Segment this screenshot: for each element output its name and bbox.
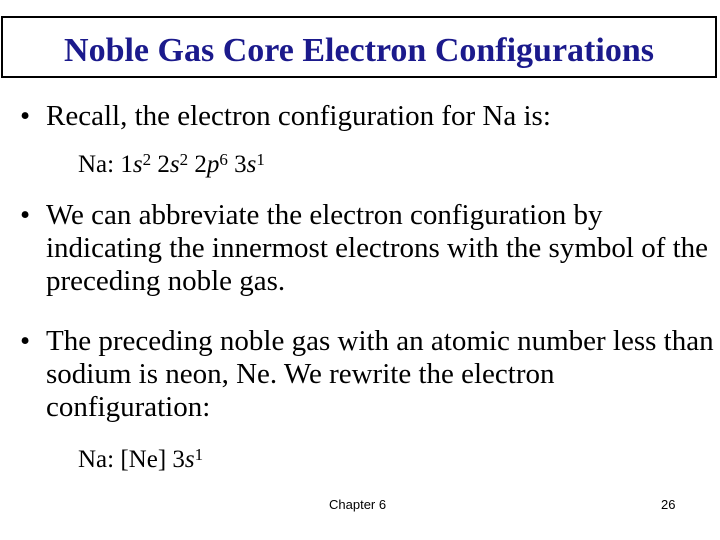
footer-page-number: 26 bbox=[661, 497, 676, 512]
config-full-orbital: s bbox=[132, 151, 143, 178]
config-full-orbital: s bbox=[246, 151, 257, 178]
slide-title: Noble Gas Core Electron Configurations bbox=[64, 32, 654, 69]
bullet-icon: • bbox=[20, 325, 31, 357]
bullet-icon: • bbox=[20, 199, 31, 231]
config-full-orbital: s bbox=[169, 151, 180, 178]
config-full-superscript: 2 bbox=[179, 150, 189, 169]
bullet-icon: • bbox=[20, 100, 31, 132]
bullet-text: The preceding noble gas with an atomic number less than sodium is neon, Ne. We rewrite the electron configuration: bbox=[46, 325, 714, 423]
footer-chapter: Chapter 6 bbox=[329, 497, 387, 512]
config-full-orbital: p bbox=[206, 151, 220, 178]
config-full-superscript: 1 bbox=[256, 150, 265, 169]
config-short-orbital: s bbox=[184, 446, 195, 473]
slide-title-box bbox=[1, 16, 717, 78]
config-short-prefix: Na: [Ne] 3 bbox=[78, 446, 185, 473]
config-short-superscript: 1 bbox=[194, 445, 204, 464]
bullet-text: Recall, the electron configuration for Na is: bbox=[46, 100, 551, 132]
config-full-superscript: 2 bbox=[142, 150, 152, 169]
config-full-term: 2 bbox=[188, 151, 207, 178]
config-full bbox=[78, 150, 265, 180]
config-full-superscript: 6 bbox=[219, 150, 228, 169]
config-full-prefix: Na: 1 bbox=[78, 151, 133, 178]
bullet-text: We can abbreviate the electron configuration by indicating the innermost electrons with the symbol of the preceding noble gas. bbox=[46, 199, 709, 297]
config-full-term: 3 bbox=[227, 151, 247, 178]
config-short bbox=[78, 445, 203, 475]
config-full-term: 2 bbox=[151, 151, 170, 178]
